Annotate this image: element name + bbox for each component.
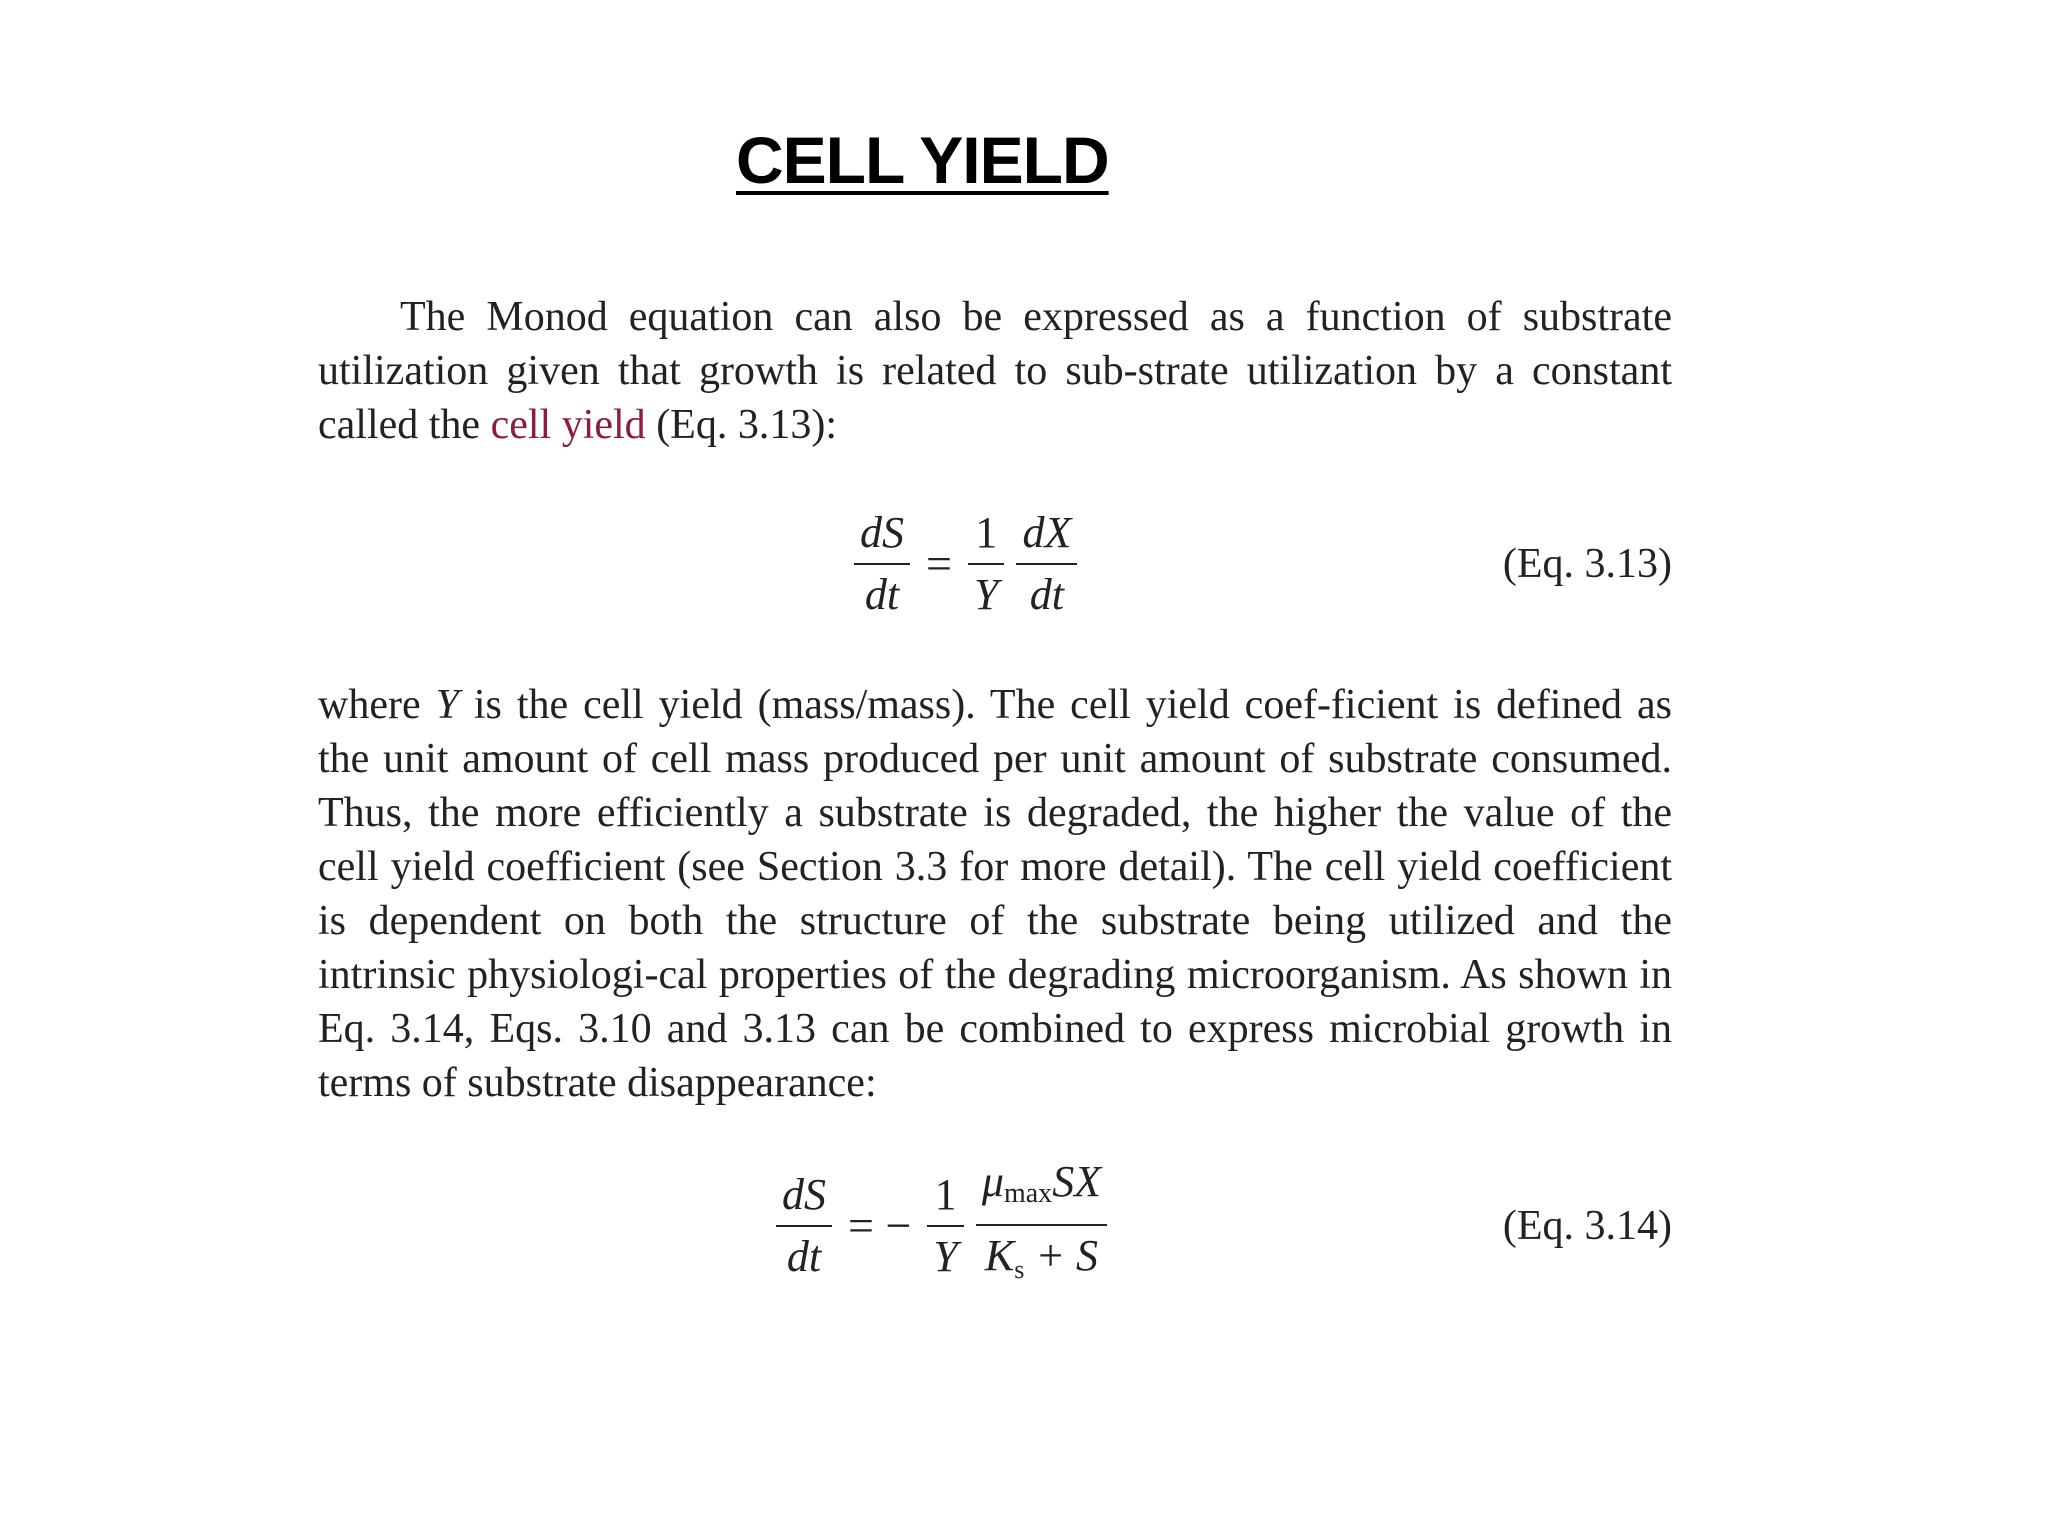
numerator: dX	[1022, 508, 1072, 557]
fraction-dx-dt	[1016, 505, 1077, 623]
denominator: dt	[786, 1232, 822, 1281]
equals-sign: =	[926, 538, 952, 589]
cell-yield-term: cell yield	[490, 402, 646, 448]
numerator: dS	[782, 1170, 826, 1219]
denominator	[979, 1226, 1104, 1298]
fraction-one-over-y	[968, 505, 1004, 623]
paragraph-intro	[318, 290, 1672, 452]
equals-minus-sign: = −	[848, 1200, 912, 1251]
numerator: 1	[975, 508, 998, 557]
definition-text: is the cell yield (mass/mass). The cell yield coef-ficient is defined as the unit amount of cell mass produced per unit amount of substrate consumed. Thus, the more efficiently a substrate is degraded, the higher the value of the cell yield coefficient (see Section 3.3 for more detail). The cell yield coefficient is dependent on both the structure of the substrate being utilized and the intrinsic physiologi-cal properties of the degrading microorganism. As shown in Eq. 3.14, Eqs. 3.10 and 3.13 can be combined to express microbial growth in terms of substrate disappearance:	[318, 682, 1672, 1106]
k-symbol: K	[984, 1231, 1015, 1280]
denominator: dt	[1029, 570, 1064, 619]
variable-y: Y	[435, 682, 459, 728]
equation-3-14-row	[318, 1158, 1672, 1294]
numerator-vars: SX	[1052, 1157, 1102, 1206]
denominator-rest: + S	[1024, 1231, 1099, 1280]
numerator: dS	[860, 508, 904, 557]
slide-title: CELL YIELD	[736, 123, 1109, 197]
numerator: 1	[934, 1170, 957, 1219]
intro-text-end: (Eq. 3.13):	[645, 402, 837, 448]
equation-3-14	[770, 1158, 1113, 1294]
k-subscript: s	[1014, 1255, 1025, 1284]
denominator: Y	[933, 1232, 958, 1281]
equation-3-13-row	[318, 496, 1672, 632]
denominator: dt	[864, 570, 900, 619]
fraction-one-over-y	[927, 1167, 963, 1285]
fraction-ds-dt	[854, 505, 910, 623]
textbook-excerpt	[318, 290, 1672, 1294]
paragraph-definition	[318, 678, 1672, 1110]
numerator	[976, 1154, 1107, 1224]
equation-label-3-13: (Eq. 3.13)	[1502, 541, 1672, 587]
mu-subscript: max	[1003, 1178, 1053, 1209]
definition-text-start: where	[318, 682, 436, 728]
equation-3-13	[848, 496, 1083, 632]
equation-label-3-14: (Eq. 3.14)	[1502, 1203, 1672, 1249]
fraction-monod-term	[976, 1154, 1107, 1298]
fraction-ds-dt	[776, 1167, 832, 1285]
mu-symbol: μ	[981, 1157, 1004, 1206]
intro-text: The Monod equation can also be expressed as a function of substrate utilization given that growth is related to sub-strate utilization by a constant called the	[318, 294, 1672, 448]
denominator: Y	[973, 570, 999, 619]
